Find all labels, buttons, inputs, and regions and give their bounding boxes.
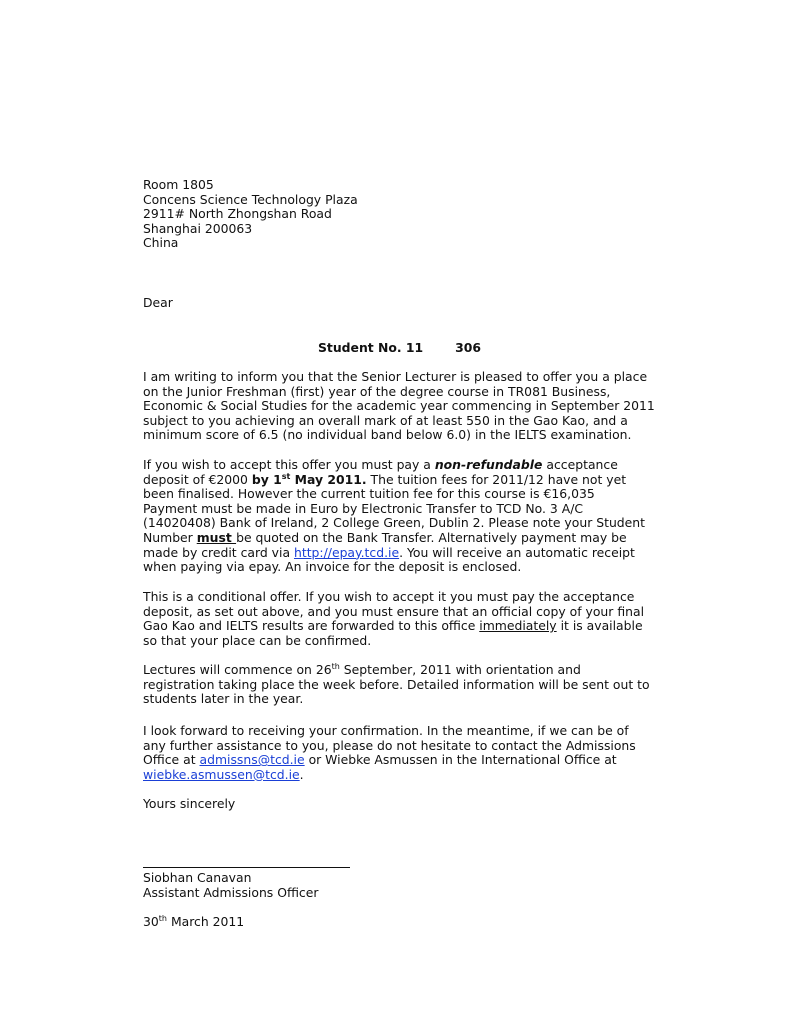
text-run: 30 xyxy=(143,914,159,929)
student-number-tail: 306 xyxy=(455,340,482,355)
paragraph-line: been finalised. However the current tuition fee for this course is €16,035 xyxy=(143,486,595,502)
student-number-heading xyxy=(318,341,481,356)
address-line: China xyxy=(143,235,179,251)
immediately-emphasis: immediately xyxy=(479,618,557,634)
text-run: The tuition fees for 2011/12 have not yet xyxy=(366,471,627,487)
text-run: Number xyxy=(143,529,197,545)
text-run: it is available xyxy=(556,618,643,634)
contact-paragraph xyxy=(143,724,663,782)
salutation xyxy=(143,296,663,311)
text-run: made by credit card via xyxy=(143,544,294,560)
text-run: by 1 xyxy=(251,471,282,487)
date-text xyxy=(143,915,663,930)
text-run: . You will receive an automatic receipt xyxy=(399,544,635,560)
student-number-label: Student No. 11 xyxy=(318,340,424,355)
paragraph-line xyxy=(143,531,663,546)
address-line: 2911# North Zhongshan Road xyxy=(143,206,332,222)
paragraph-line: on the Junior Freshman (first) year of the degree course in TR081 Business, xyxy=(143,383,611,399)
lectures-paragraph xyxy=(143,663,663,707)
paragraph-line: I am writing to inform you that the Senior Lecturer is pleased to offer you a place xyxy=(143,369,648,384)
paragraph-line: registration taking place the week before. Detailed information will be sent out to xyxy=(143,676,650,692)
paragraph-line: minimum score of 6.5 (no individual band below 6.0) in the IELTS examination. xyxy=(143,427,632,443)
payment-paragraph xyxy=(143,458,663,575)
paragraph-line: (14020408) Bank of Ireland, 2 College Green, Dublin 2. Please note your Student xyxy=(143,515,646,531)
paragraph-line xyxy=(143,546,663,561)
paragraph-line: when paying via epay. An invoice for the deposit is enclosed. xyxy=(143,559,522,575)
text-run: or Wiebke Asmussen in the International Office at xyxy=(304,752,617,768)
closing-text: Yours sincerely xyxy=(143,796,236,811)
paragraph-line: students later in the year. xyxy=(143,691,304,707)
text-run: May 2011. xyxy=(290,471,367,487)
must-emphasis: must xyxy=(196,529,237,545)
paragraph-line: This is a conditional offer. If you wish to accept it you must pay the acceptance xyxy=(143,589,635,604)
signatory-title: Assistant Admissions Officer xyxy=(143,884,319,900)
conditional-paragraph xyxy=(143,590,663,648)
signatory-name: Siobhan Canavan xyxy=(143,870,252,885)
text-run: Lectures will commence on 26 xyxy=(143,662,332,677)
letter-date xyxy=(143,915,663,930)
ordinal-suffix: st xyxy=(281,471,291,481)
address-line: Room 1805 xyxy=(143,177,214,192)
text-run: be quoted on the Bank Transfer. Alternatively payment may be xyxy=(236,529,627,545)
recipient-address xyxy=(143,178,663,251)
paragraph-line: subject to you achieving an overall mark of at least 550 in the Gao Kao, and a xyxy=(143,412,628,428)
address-line: Concens Science Technology Plaza xyxy=(143,191,358,207)
paragraph-line: any further assistance to you, please do not hesitate to contact the Admissions xyxy=(143,737,636,753)
text-run: If you wish to accept this offer you must pay a xyxy=(143,457,435,472)
paragraph-line: Payment must be made in Euro by Electronic Transfer to TCD No. 3 A/C xyxy=(143,500,584,516)
paragraph-line xyxy=(143,753,663,768)
salutation-text: Dear xyxy=(143,295,173,310)
signatory xyxy=(143,871,663,900)
paragraph-line: Economic & Social Studies for the academic year commencing in September 2011 xyxy=(143,398,655,414)
paragraph-line: deposit, as set out above, and you must ensure that an official copy of your final xyxy=(143,603,645,619)
paragraph-line: I look forward to receiving your confirmation. In the meantime, if we can be of xyxy=(143,723,629,738)
text-run: acceptance xyxy=(542,457,618,472)
text-run: September, 2011 with orientation and xyxy=(339,662,581,677)
epay-link[interactable]: http://epay.tcd.ie xyxy=(293,544,400,560)
paragraph-line xyxy=(143,619,663,634)
closing xyxy=(143,797,663,812)
ordinal-suffix: th xyxy=(331,662,340,671)
deadline-emphasis xyxy=(252,472,367,487)
offer-paragraph xyxy=(143,370,663,443)
paragraph-line: so that your place can be confirmed. xyxy=(143,632,372,648)
paragraph-line xyxy=(143,458,663,473)
ordinal-suffix: th xyxy=(158,914,167,923)
non-refundable-emphasis: non-refundable xyxy=(434,457,543,472)
signature-line xyxy=(143,867,350,868)
text-run: Office at xyxy=(143,752,200,768)
text-run: March 2011 xyxy=(167,914,245,929)
international-office-email-link[interactable]: wiebke.asmussen@tcd.ie xyxy=(143,766,300,782)
paragraph-line xyxy=(143,473,663,488)
text-run: Gao Kao and IELTS results are forwarded to this office xyxy=(143,618,480,634)
paragraph-line xyxy=(143,663,663,678)
address-line: Shanghai 200063 xyxy=(143,220,253,236)
paragraph-line xyxy=(143,768,663,783)
text-run: deposit of €2000 xyxy=(143,471,252,487)
admissions-email-link[interactable]: admissns@tcd.ie xyxy=(199,752,305,768)
text-run: . xyxy=(299,766,304,782)
